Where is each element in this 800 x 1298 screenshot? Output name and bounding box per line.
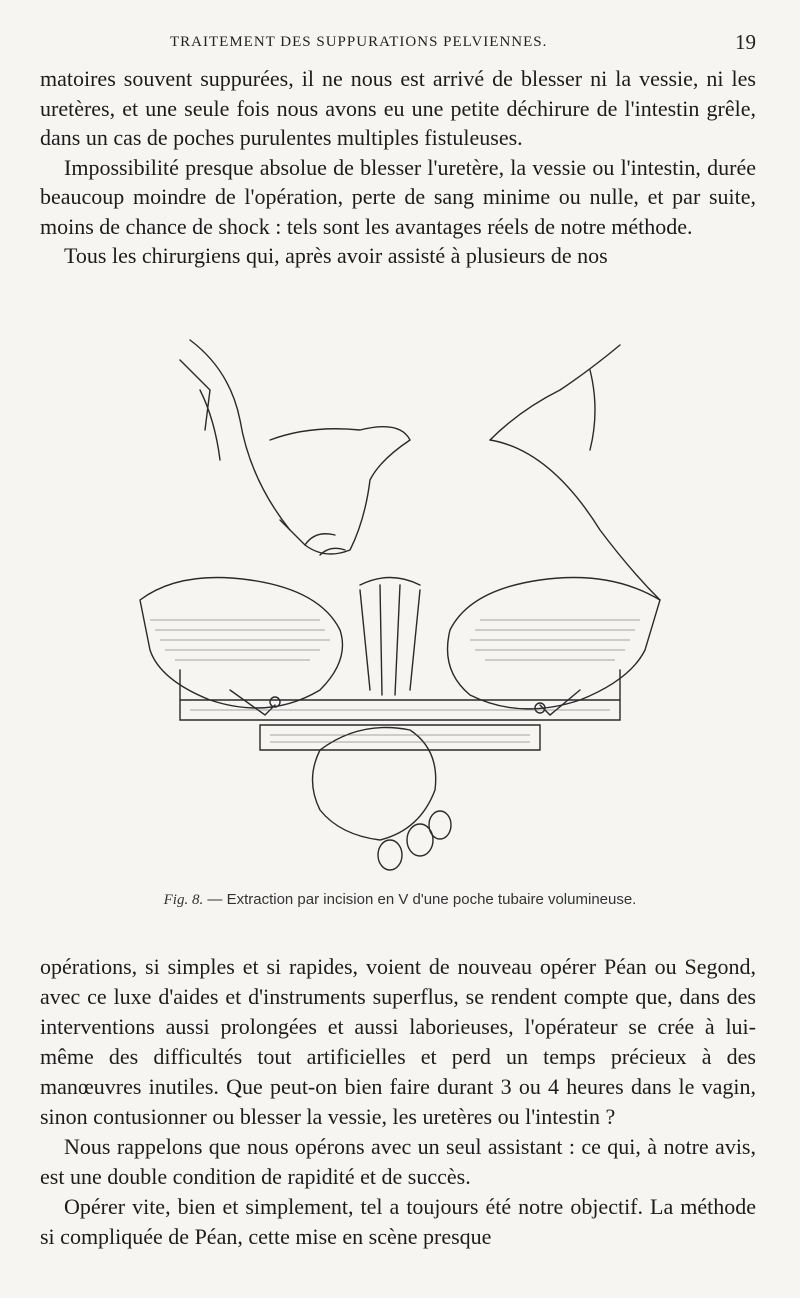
- lower-hand: [313, 728, 436, 841]
- bottom-text-block: [40, 952, 756, 1252]
- right-sleeve: [490, 345, 620, 440]
- top-text-block: [40, 64, 756, 271]
- engraving-figure: [120, 330, 680, 880]
- left-thigh: [140, 578, 343, 709]
- figure-caption-text: — Extraction par incision en V d'une poche tubaire volumineuse.: [207, 891, 637, 908]
- left-sleeve: [190, 340, 290, 530]
- paragraph: Tous les chirurgiens qui, après avoir assisté à plusieurs de nos: [64, 243, 608, 268]
- running-title: TRAITEMENT DES SUPPURATIONS PELVIENNES.: [170, 34, 548, 50]
- paragraph-continuation: matoires souvent suppurées, il ne nous est arrivé de blesser ni la vessie, ni les uretères, et une seule fois nous avons eu une petite déchirure de l'intestin grêle, dans un cas de poches purulentes multiples fistuleuses.: [40, 66, 756, 150]
- surgical-illustration: [120, 330, 680, 880]
- page-number: 19: [735, 30, 756, 54]
- paragraph-continuation: opérations, si simples et si rapides, voient de nouveau opérer Péan ou Segond, avec ce luxe d'aides et d'instruments superflus, se rendent compte que, dans des interventions aussi prolongées et aussi laborieuses, l'opérateur se crée à lui-même des difficultés tout artificielles et perd un temps précieux à des manœuvres inutiles. Que peut-on bien faire durant 3 ou 4 heures dans le vagin, sinon contusionner ou blesser la vessie, les uretères ou l'intestin ?: [40, 954, 756, 1129]
- upper-hand: [270, 427, 410, 554]
- figure-label: Fig. 8.: [163, 892, 204, 908]
- paragraph: Impossibilité presque absolue de blesser l'uretère, la vessie ou l'intestin, durée beaucoup moindre de l'opération, perte de sang minime ou nulle, et par suite, moins de chance de shock : tels sont les avantages réels de notre méthode.: [40, 154, 756, 239]
- forceps: [360, 590, 370, 690]
- paragraph: Opérer vite, bien et simplement, tel a toujours été notre objectif. La méthode si compliquée de Péan, cette mise en scène presque: [40, 1194, 756, 1249]
- right-thigh: [448, 578, 661, 709]
- figure-caption: [0, 891, 800, 909]
- paragraph: Nous rappelons que nous opérons avec un seul assistant : ce qui, à notre avis, est une double condition de rapidité et de succès.: [40, 1134, 756, 1189]
